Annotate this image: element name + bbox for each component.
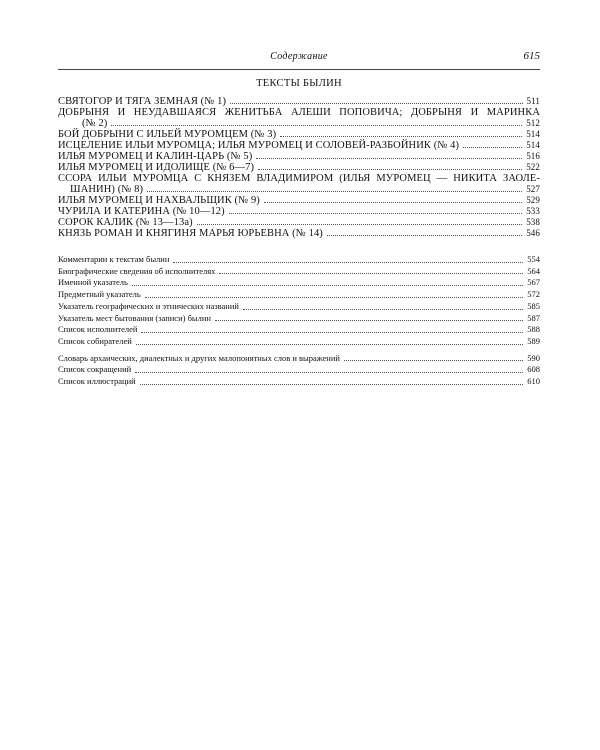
toc-entry[interactable]	[58, 336, 540, 348]
dot-leader	[243, 309, 523, 310]
dot-leader	[111, 125, 522, 126]
toc-entry-title: Указатель географических и этнических названий	[58, 300, 239, 311]
toc-entry[interactable]	[58, 313, 540, 325]
toc-entry[interactable]	[58, 289, 540, 301]
toc-entry-title: ИСЦЕЛЕНИЕ ИЛЬИ МУРОМЦА; ИЛЬЯ МУРОМЕЦ И СОЛОВЕЙ-РАЗБОЙНИК (№ 4)	[58, 140, 460, 151]
dot-leader	[219, 273, 523, 274]
toc-entry[interactable]	[58, 277, 540, 289]
toc-entry-page: 533	[526, 206, 540, 216]
dot-leader	[256, 158, 522, 159]
dot-leader	[215, 320, 523, 321]
dot-leader	[230, 103, 522, 104]
toc-entry-page: 585	[527, 300, 540, 311]
toc-entry-title: Именной указатель	[58, 277, 128, 288]
toc-entry-title-line[interactable]: ДОБРЫНЯ И НЕУДАВШАЯСЯ ЖЕНИТЬБА АЛЕШИ ПОПОВИЧА; ДОБРЫНЯ И МАРИНКА	[58, 107, 540, 118]
toc-entry-title: (№ 2)	[82, 118, 108, 129]
toc-entry-page: 522	[526, 162, 540, 172]
toc-entry-title: СОРОК КАЛИК (№ 13—13а)	[58, 217, 193, 228]
toc-entry-title: ШАНИН) (№ 8)	[70, 184, 144, 195]
toc-entry-title: ИЛЬЯ МУРОМЕЦ И ИДОЛИЩЕ (№ 6—7)	[58, 162, 255, 173]
toc-entry-page: 567	[527, 277, 540, 288]
dot-leader	[344, 360, 523, 361]
toc-entry[interactable]	[58, 96, 540, 107]
toc-entry-page: 572	[527, 289, 540, 300]
toc-entry-page: 527	[526, 184, 540, 194]
toc-entry-page: 554	[527, 254, 540, 264]
toc-entry[interactable]	[58, 129, 540, 140]
toc-entry[interactable]	[58, 376, 540, 388]
toc-entry[interactable]	[58, 364, 540, 376]
toc-entry[interactable]	[58, 140, 540, 151]
toc-entry-title: ИЛЬЯ МУРОМЕЦ И КАЛИН-ЦАРЬ (№ 5)	[58, 151, 253, 162]
toc-entry-title: Список исполнителей	[58, 324, 138, 335]
toc-entry-title: ИЛЬЯ МУРОМЕЦ И НАХВАЛЬЩИК (№ 9)	[58, 195, 260, 206]
toc-entry[interactable]	[58, 353, 540, 365]
toc-entry-page: 590	[527, 352, 540, 363]
toc-entry-title: БОЙ ДОБРЫНИ С ИЛЬЕЙ МУРОМЦЕМ (№ 3)	[58, 129, 277, 140]
toc-entry-page: 512	[526, 118, 540, 128]
dot-leader	[147, 191, 522, 192]
toc-entry[interactable]	[58, 217, 540, 228]
toc-entry[interactable]	[58, 266, 540, 278]
toc-entry-title: ЧУРИЛА И КАТЕРИНА (№ 10—12)	[58, 206, 225, 217]
toc-entry-title: КНЯЗЬ РОМАН И КНЯГИНЯ МАРЬЯ ЮРЬЕВНА (№ 14)	[58, 228, 323, 239]
running-header	[58, 51, 540, 65]
toc-entry-title: Указатель мест бытования (записи) былин	[58, 312, 211, 323]
toc-entry-page: 587	[527, 312, 540, 323]
toc-entry[interactable]	[58, 195, 540, 206]
toc-entry[interactable]	[58, 228, 540, 239]
dot-leader	[135, 372, 523, 373]
toc-entry-title: Список иллюстраций	[58, 376, 136, 387]
dot-leader	[258, 169, 522, 170]
toc-entry-page: 546	[526, 228, 540, 238]
dot-leader	[145, 297, 524, 298]
toc-entry-title: Биографические сведения об исполнителях	[58, 265, 216, 276]
toc-entry[interactable]	[58, 118, 540, 129]
toc-entry-page: 511	[526, 96, 540, 106]
dot-leader	[264, 202, 522, 203]
toc-entry-page: 610	[527, 376, 540, 387]
dot-leader	[173, 262, 523, 263]
dot-leader	[141, 332, 523, 333]
dot-leader	[136, 344, 523, 345]
toc-entry-title: Список сокращений	[58, 364, 132, 375]
toc-entry-page: 538	[526, 217, 540, 227]
section-title: ТЕКСТЫ БЫЛИН	[256, 78, 342, 89]
page-number: 615	[523, 50, 540, 62]
toc-entry-title: СВЯТОГОР И ТЯГА ЗЕМНАЯ (№ 1)	[58, 96, 227, 107]
toc-entry-page: 514	[526, 129, 540, 139]
running-header-title: Содержание	[270, 51, 328, 62]
toc-entry[interactable]	[58, 184, 540, 195]
toc-entry-title: Комментарии к текстам былин	[58, 254, 170, 264]
toc-entry-title: Список собирателей	[58, 335, 132, 346]
toc-entry-page: 514	[526, 140, 540, 150]
dot-leader	[132, 285, 523, 286]
dot-leader	[140, 384, 524, 385]
dot-leader	[197, 224, 523, 225]
toc-entry[interactable]	[58, 254, 540, 266]
toc-entry-title-line[interactable]: ССОРА ИЛЬИ МУРОМЦА С КНЯЗЕМ ВЛАДИМИРОМ (ИЛЬЯ МУРОМЕЦ — НИКИТА ЗАОЛЕ-	[58, 173, 540, 184]
dot-leader	[327, 235, 522, 236]
toc-entry-page: 588	[527, 324, 540, 335]
dot-leader	[229, 213, 522, 214]
header-rule	[58, 69, 540, 70]
toc-entry[interactable]	[58, 324, 540, 336]
dot-leader	[463, 147, 522, 148]
bylina-texts-list	[58, 96, 540, 239]
toc-entry-page: 529	[526, 195, 540, 205]
toc-entry[interactable]	[58, 301, 540, 313]
toc-entry-page: 564	[527, 265, 540, 276]
toc-entry-title: Словарь архаических, диалектных и других малопонятных слов и выражений	[58, 352, 340, 363]
toc-entry[interactable]	[58, 151, 540, 162]
dot-leader	[280, 136, 522, 137]
apparatus-list	[58, 254, 540, 388]
toc-entry[interactable]	[58, 162, 540, 173]
toc-entry-page: 608	[527, 364, 540, 375]
toc-entry[interactable]	[58, 206, 540, 217]
toc-entry-title: Предметный указатель	[58, 289, 141, 300]
toc-entry-page: 516	[526, 151, 540, 161]
toc-entry-page: 589	[527, 335, 540, 346]
